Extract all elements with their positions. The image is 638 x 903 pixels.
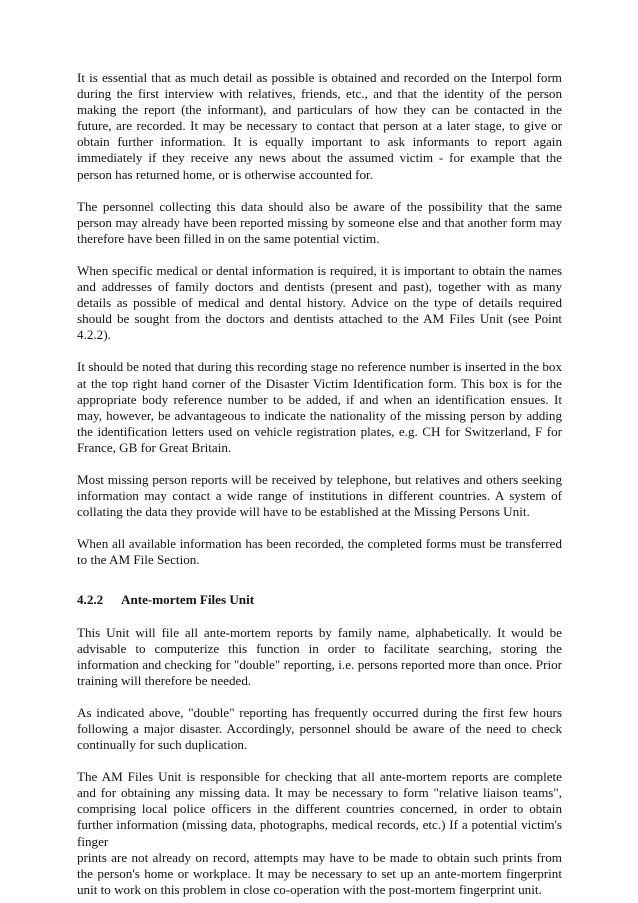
- paragraph-interpol-form: It is essential that as much detail as possible is obtained and recorded on the Interpol form during the first interview with relatives, friends, etc., and that the identity of the person making the report (the informant), and particulars of how they can be contacted in the future, are recorded. It may be necessary to contact that person at a later stage, to give or obtain further information. It is equally important to ask informants to report again immediately if they receive any news about the assumed victim - for example that the person has returned home, or is otherwise accounted for.: [77, 70, 562, 182]
- paragraph-filing: This Unit will file all ante-mortem reports by family name, alphabetically. It would be advisable to computerize this function in order to facilitate searching, storing the information and checking for "double" reporting, i.e. persons reported more than once. Prior training will therefore be needed.: [77, 624, 562, 688]
- paragraph-reference-number: It should be noted that during this recording stage no reference number is inserted in the box at the top right hand corner of the Disaster Victim Identification form. This box is for the appropriate body reference number to be added, if and when an identification ensues. It may, however, be advantageous to indicate the nationality of the missing person by adding the identification letters used on vehicle registration plates, e.g. CH for Switzerland, F for France, GB for Great Britain.: [77, 359, 562, 455]
- section-title: Ante-mortem Files Unit: [121, 592, 255, 608]
- section-heading: [77, 592, 562, 608]
- paragraph-line: prints are not already on record, attempts may have to be made to obtain such prints from the person's home or workplace. It may be necessary to set up an ante-mortem fingerprint unit to work on this problem in close co-operation with the post-mortem fingerprint unit.: [77, 849, 562, 897]
- paragraph-transfer-forms: When all available information has been recorded, the completed forms must be transferred to the AM File Section.: [77, 536, 562, 568]
- paragraph-telephone-reports: Most missing person reports will be received by telephone, but relatives and others seeking information may contact a wide range of institutions in different countries. A system of collating the data they provide will have to be established at the Missing Persons Unit.: [77, 471, 562, 520]
- paragraph-am-files-responsibility: [77, 769, 562, 898]
- paragraph-line: The AM Files Unit is responsible for checking that all ante-mortem reports are complete and for obtaining any missing data. It may be necessary to form "relative liaison teams", comprising local police officers in the different countries concerned, in order to obtain further information (missing data, photographs, medical records, etc.) If a potential victim's finger: [77, 769, 562, 849]
- paragraph-double-reporting: As indicated above, "double" reporting has frequently occurred during the first few hours following a major disaster. Accordingly, personnel should be aware of the need to check continually for such duplication.: [77, 704, 562, 753]
- section-number: 4.2.2: [77, 592, 104, 608]
- paragraph-medical-dental-info: When specific medical or dental information is required, it is important to obtain the names and addresses of family doctors and dentists (present and past), together with as many details as possible of medical and dental history. Advice on the type of details required should be sought from the doctors and dentists attached to the AM Files Unit (see Point 4.2.2).: [77, 262, 562, 343]
- paragraph-duplicate-reports: The personnel collecting this data should also be aware of the possibility that the same person may already have been reported missing by someone else and that another form may therefore have been filled in on the same potential victim.: [77, 198, 562, 246]
